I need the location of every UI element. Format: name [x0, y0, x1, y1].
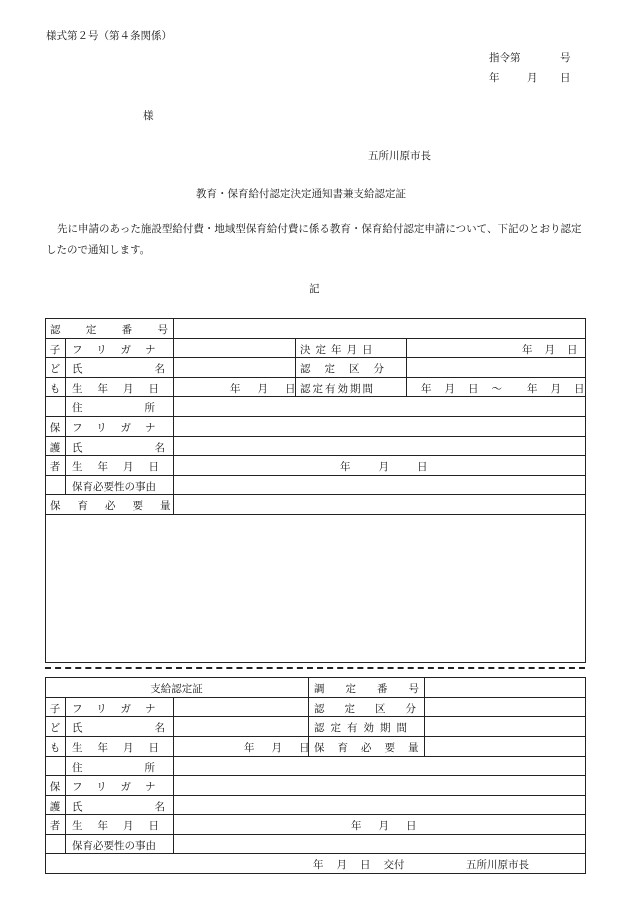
lower-guardian-label-1: 保: [49, 781, 61, 793]
lower-guardian-address-label: 住所: [72, 762, 217, 774]
lower-guardian-label-2: 護: [49, 801, 61, 813]
lower-child-label-1: 子: [49, 703, 61, 715]
child-label-3: も: [49, 383, 61, 395]
guardian-furigana-label: フリガナ: [72, 422, 170, 434]
decision-date-label: 決定年月日: [300, 344, 378, 356]
addressee-suffix: 様: [143, 110, 154, 122]
ref-number-suffix: 号: [560, 52, 571, 64]
guardian-birth-value: 年 月 日: [340, 461, 428, 473]
guardian-address-label: 住所: [72, 402, 217, 414]
lower-guardian-birth-label: 生年月日: [72, 820, 174, 832]
cut-line: [45, 667, 585, 669]
body-text: 先に申請のあった施設型給付費・地域型保育給付費に係る教育・保育給付認定申請について、下記のとおり認定したので通知します。: [46, 223, 582, 256]
lower-child-label-3: も: [49, 742, 61, 754]
guardian-name-label: 氏名: [72, 442, 237, 454]
lower-child-birth-label: 生年月日: [72, 742, 174, 754]
valid-period-value: 年 月 日 ～ 年 月 日: [421, 383, 585, 395]
guardian-label-3: 者: [49, 461, 61, 473]
lower-valid-period-label: 認定有効期間: [314, 722, 413, 734]
guardian-birth-label: 生年月日: [72, 461, 174, 473]
lower-child-label-2: ど: [49, 722, 61, 734]
form-number: 様式第２号（第４条関係）: [46, 30, 172, 42]
ref-number-label: 指令第: [489, 52, 521, 64]
lower-need-reason-label: 保育必要性の事由: [72, 840, 156, 852]
lower-guardian-label-3: 者: [49, 820, 61, 832]
child-name-label: 氏名: [72, 363, 237, 375]
ki-mark: 記: [309, 283, 320, 295]
guardian-label-1: 保: [49, 422, 61, 434]
header-date-month: 月: [527, 72, 538, 84]
lower-guardian-furigana-label: フリガナ: [72, 781, 170, 793]
guardian-label-2: 護: [49, 442, 61, 454]
lower-cert-class-label: 認定区分: [314, 703, 436, 715]
lower-issuer-name: 五所川原市長: [466, 859, 529, 871]
child-label-2: ど: [49, 363, 61, 375]
issuer-name: 五所川原市長: [368, 150, 431, 162]
cert-number-label: 認 定 番 号: [50, 324, 168, 336]
issue-date: 年 月 日 交付: [313, 859, 405, 871]
lower-guardian-birth-value: 年 月 日: [351, 820, 417, 832]
document-title: 教育・保育給付認定決定通知書兼支給認定証: [196, 188, 406, 200]
lower-child-name-label: 氏名: [72, 722, 237, 734]
child-birth-label: 生年月日: [72, 383, 174, 395]
child-birth-value: 年 月 日: [230, 383, 296, 395]
child-furigana-label: フリガナ: [72, 344, 170, 356]
decision-date-value: 年 月 日: [522, 344, 578, 356]
need-amount-label: 保育必要量: [50, 500, 188, 512]
valid-period-label: 認定有効期間: [300, 383, 375, 395]
child-label-1: 子: [49, 344, 61, 356]
lower-guardian-name-label: 氏名: [72, 801, 237, 813]
adjust-number-label: 調定番号: [314, 683, 440, 695]
need-reason-label: 保育必要性の事由: [72, 481, 156, 493]
lower-child-birth-value: 年 月 日: [244, 742, 310, 754]
cert-class-label: 認定区分: [300, 363, 398, 375]
header-date-year: 年: [489, 72, 500, 84]
lower-need-amount-label: 保育必要量: [314, 742, 432, 754]
header-date-day: 日: [560, 72, 571, 84]
support-cert-title: 支給認定証: [150, 683, 203, 695]
lower-child-furigana-label: フリガナ: [72, 703, 170, 715]
